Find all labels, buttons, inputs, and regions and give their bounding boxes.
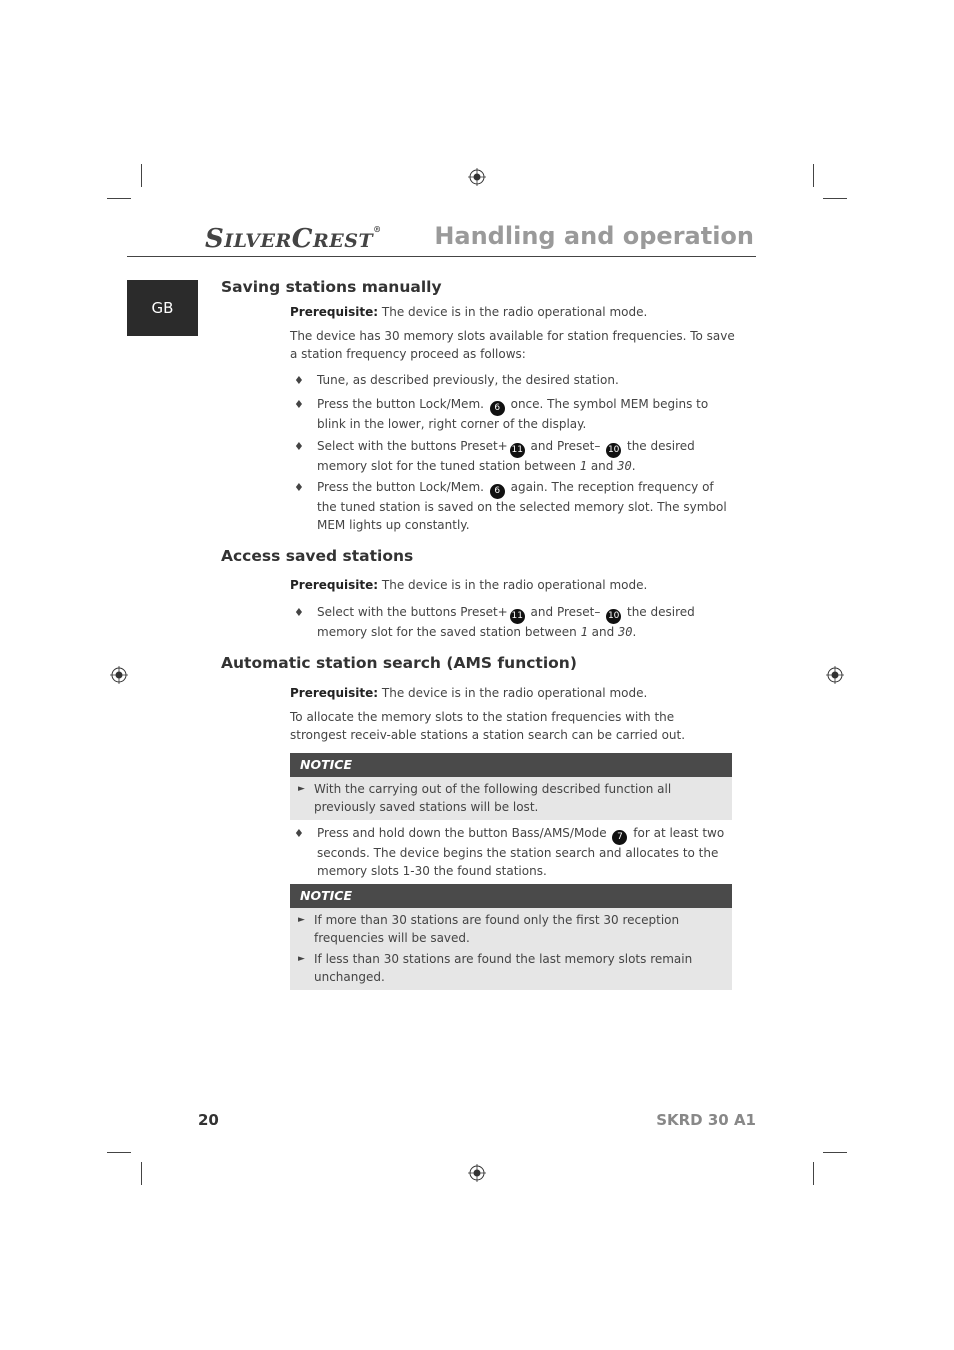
notice-box xyxy=(290,777,732,820)
list-item: ♦ Select with the buttons Preset+ 11 and Preset– 10 the desired memory slot for the tuned station between 1 and 30. xyxy=(294,439,695,473)
diamond-bullet-icon: ♦ xyxy=(294,440,304,453)
section-heading-access: Access saved stations xyxy=(221,547,414,565)
notice-item: ► If more than 30 stations are found only the first 30 reception frequencies will be saved. xyxy=(298,913,680,945)
intro-paragraph: The device has 30 memory slots available for station frequencies. To save a station frequency proceed as follows: xyxy=(290,329,735,361)
notice-item: ► With the carrying out of the following described function all previously saved stations will be lost. xyxy=(298,782,672,814)
header-rule xyxy=(127,256,756,257)
notice-box xyxy=(290,908,732,990)
button-number-badge: 11 xyxy=(510,443,525,458)
list-item: ♦ Press the button Lock/Mem. 6 again. The reception frequency of the tuned station is saved on the selected memory slot. The symbol MEM lights up constantly. xyxy=(294,480,727,532)
diamond-bullet-icon: ♦ xyxy=(294,374,304,387)
crop-mark xyxy=(141,164,142,187)
triangle-bullet-icon: ► xyxy=(298,954,305,964)
silvercrest-logo: SILVERCREST® xyxy=(205,224,382,254)
prerequisite-paragraph: Prerequisite: The device is in the radio operational mode. xyxy=(290,686,648,700)
registration-mark-icon xyxy=(468,168,486,186)
button-number-badge: 10 xyxy=(606,609,621,624)
button-number-badge: 10 xyxy=(606,443,621,458)
crop-mark xyxy=(141,1162,142,1185)
prerequisite-paragraph: Prerequisite: The device is in the radio operational mode. xyxy=(290,305,648,319)
triangle-bullet-icon: ► xyxy=(298,915,305,925)
list-item: ♦ Press and hold down the button Bass/AMS/Mode 7 for at least two seconds. The device begins the station search and allocates to the memory slots 1-30 the found stations. xyxy=(294,826,725,878)
registration-mark-icon xyxy=(468,1164,486,1182)
triangle-bullet-icon: ► xyxy=(298,784,305,794)
intro-paragraph: To allocate the memory slots to the station frequencies with the strongest receiv-able stations a station search can be carried out. xyxy=(290,710,686,742)
crop-mark xyxy=(107,198,131,199)
diamond-bullet-icon: ♦ xyxy=(294,606,304,619)
registration-mark-icon xyxy=(110,666,128,684)
section-heading-saving: Saving stations manually xyxy=(221,278,442,296)
button-number-badge: 11 xyxy=(510,609,525,624)
list-item: ♦ Press the button Lock/Mem. 6 once. The symbol MEM begins to blink in the lower, right corner of the display. xyxy=(294,397,709,431)
prerequisite-paragraph: Prerequisite: The device is in the radio operational mode. xyxy=(290,578,648,592)
diamond-bullet-icon: ♦ xyxy=(294,398,304,411)
language-tab-label: GB xyxy=(151,299,174,317)
diamond-bullet-icon: ♦ xyxy=(294,481,304,494)
notice-header: NOTICE xyxy=(290,753,732,777)
crop-mark xyxy=(107,1152,131,1153)
page-title: Handling and operation xyxy=(434,222,754,250)
model-number: SKRD 30 A1 xyxy=(656,1111,756,1129)
crop-mark xyxy=(823,198,847,199)
button-number-badge: 7 xyxy=(612,830,627,845)
notice-header: NOTICE xyxy=(290,884,732,908)
crop-mark xyxy=(813,164,814,187)
section-heading-ams: Automatic station search (AMS function) xyxy=(221,654,577,672)
button-number-badge: 6 xyxy=(490,401,505,416)
crop-mark xyxy=(813,1162,814,1185)
page-number: 20 xyxy=(198,1111,219,1129)
list-item: ♦ Tune, as described previously, the desired station. xyxy=(290,372,735,390)
registration-mark-icon xyxy=(826,666,844,684)
crop-mark xyxy=(823,1152,847,1153)
language-tab xyxy=(127,280,198,336)
button-number-badge: 6 xyxy=(490,484,505,499)
list-item: ♦ Select with the buttons Preset+ 11 and Preset– 10 the desired memory slot for the saved station between 1 and 30. xyxy=(294,605,695,639)
diamond-bullet-icon: ♦ xyxy=(294,827,304,840)
notice-item: ► If less than 30 stations are found the last memory slots remain unchanged. xyxy=(298,952,693,984)
